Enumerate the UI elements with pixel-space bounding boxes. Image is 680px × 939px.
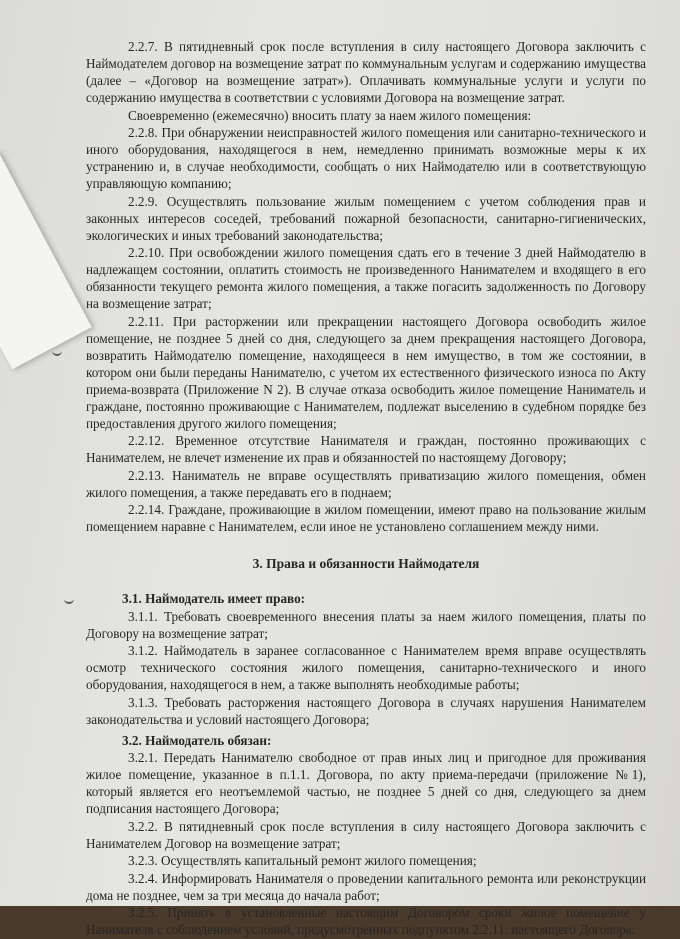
clause-2-2-13: 2.2.13. Наниматель не вправе осуществлять приватизацию жилого помещения, обмен жилого помещения, а также передавать его в поднаем;	[86, 467, 646, 500]
subsection-3-2-title: 3.2. Наймодатель обязан:	[122, 732, 272, 748]
underlying-page-corner	[0, 151, 92, 370]
clause-2-2-10: 2.2.10. При освобождении жилого помещения сдать его в течение 3 дней Наймодателю в надлежащем состоянии, оплатить стоимость не произведенного Нанимателем и входящего в его обязанности текущего ремонта жилого помещения, а также погасить задолженность по Договору на возмещение затрат;	[86, 245, 646, 311]
clause-2-2-11: 2.2.11. При расторжении или прекращении настоящего Договора освободить жилое помещение, не позднее 5 дней со дня, следующего за днем прекращения настоящего Договора, возвратить Наймодателю помещение, находящееся в нем имущество, в том же состоянии, в котором они были переданы Нанимателю, с учетом их естественного физического износа по Акту приема-возврата (Приложение N 2). В случае отказа освободить жилое помещение Наниматель и граждане, постоянно проживающие с Нанимателем, подлежат выселению в судебном порядке без предоставления другого жилого помещения;	[86, 313, 646, 431]
clause-2-2-9: 2.2.9. Осуществлять пользование жилым помещением с учетом соблюдения прав и законных интересов соседей, требований пожарной безопасности, санитарно-гигиенических, экологических и иных требований законодательства;	[86, 193, 646, 243]
clause-3-1-2: 3.1.2. Наймодатель в заранее согласованное с Нанимателем время вправе осуществлять осмотр технического состояния жилого помещения, санитарно-технического и иного оборудования, находящегося в нем, а также выполнять необходимые работы;	[86, 643, 646, 692]
clause-3-2-3: 3.2.3. Осуществлять капитальный ремонт жилого помещения;	[128, 853, 477, 868]
clause-3-2-5: 3.2.5. Принять в установленные настоящим Договором сроки жилое помещение у Нанимателя с соблюдением условий, предусмотренных подпунктом 2.2.11. настоящего Договора.	[86, 905, 646, 937]
pen-mark	[64, 596, 74, 604]
pen-mark	[52, 348, 62, 356]
section-3-title: 3. Права и обязанности Наймодателя	[252, 556, 480, 571]
clause-3-2-1: 3.2.1. Передать Нанимателю свободное от прав иных лиц и пригодное для проживания жилое помещение, указанное в п.1.1. Договора, по акту приема-передачи (приложение №1), который является его неотъемлемой частью, не позднее 5 дней со дня, следующего за днем подписания настоящего Договора;	[86, 750, 646, 816]
clause-2-2-8: 2.2.8. При обнаружении неисправностей жилого помещения или санитарно-технического и иного оборудования, находящегося в нем, немедленно принимать возможные меры к их устранению и, в случае необходимости, сообщать о них Наймодателю или в соответствующую управляющую компанию;	[86, 125, 646, 191]
clause-rent-payment: Своевременно (ежемесячно) вносить плату за наем жилого помещения:	[128, 107, 532, 123]
subsection-3-1-title: 3.1. Наймодатель имеет право:	[122, 591, 306, 606]
document-body	[86, 38, 646, 939]
clause-3-2-4: 3.2.4. Информировать Нанимателя о проведении капитального ремонта или реконструкции дома не позднее, чем за три месяца до начала работ;	[86, 870, 646, 903]
clause-3-1-3: 3.1.3. Требовать расторжения настоящего Договора в случаях нарушения Нанимателем законодательства и условий настоящего Договора;	[86, 694, 646, 727]
clause-3-1-1: 3.1.1. Требовать своевременного внесения платы за наем жилого помещения, платы по Договору на возмещение затрат;	[86, 608, 646, 641]
clause-2-2-7: 2.2.7. В пятидневный срок после вступления в силу настоящего Договора заключить с Наймодателем договор на возмещение затрат по коммунальным услугам и содержанию имущества (далее – «Договор на возмещение затрат»). Оплачивать коммунальные услуги и услуги по содержанию имущества в соответствии с условиями Договора на возмещение затрат.	[86, 39, 646, 105]
clause-2-2-14: 2.2.14. Граждане, проживающие в жилом помещении, имеют право на пользование жилым помещением наравне с Нанимателем, если иное не установлено соглашением между ними.	[86, 502, 646, 534]
clause-2-2-12: 2.2.12. Временное отсутствие Нанимателя и граждан, постоянно проживающих с Нанимателем, не влечет изменение их прав и обязанностей по настоящему Договору;	[86, 433, 646, 465]
clause-3-2-2: 3.2.2. В пятидневный срок после вступления в силу настоящего Договора заключить с Нанимателем Договор на возмещение затрат;	[86, 818, 646, 851]
